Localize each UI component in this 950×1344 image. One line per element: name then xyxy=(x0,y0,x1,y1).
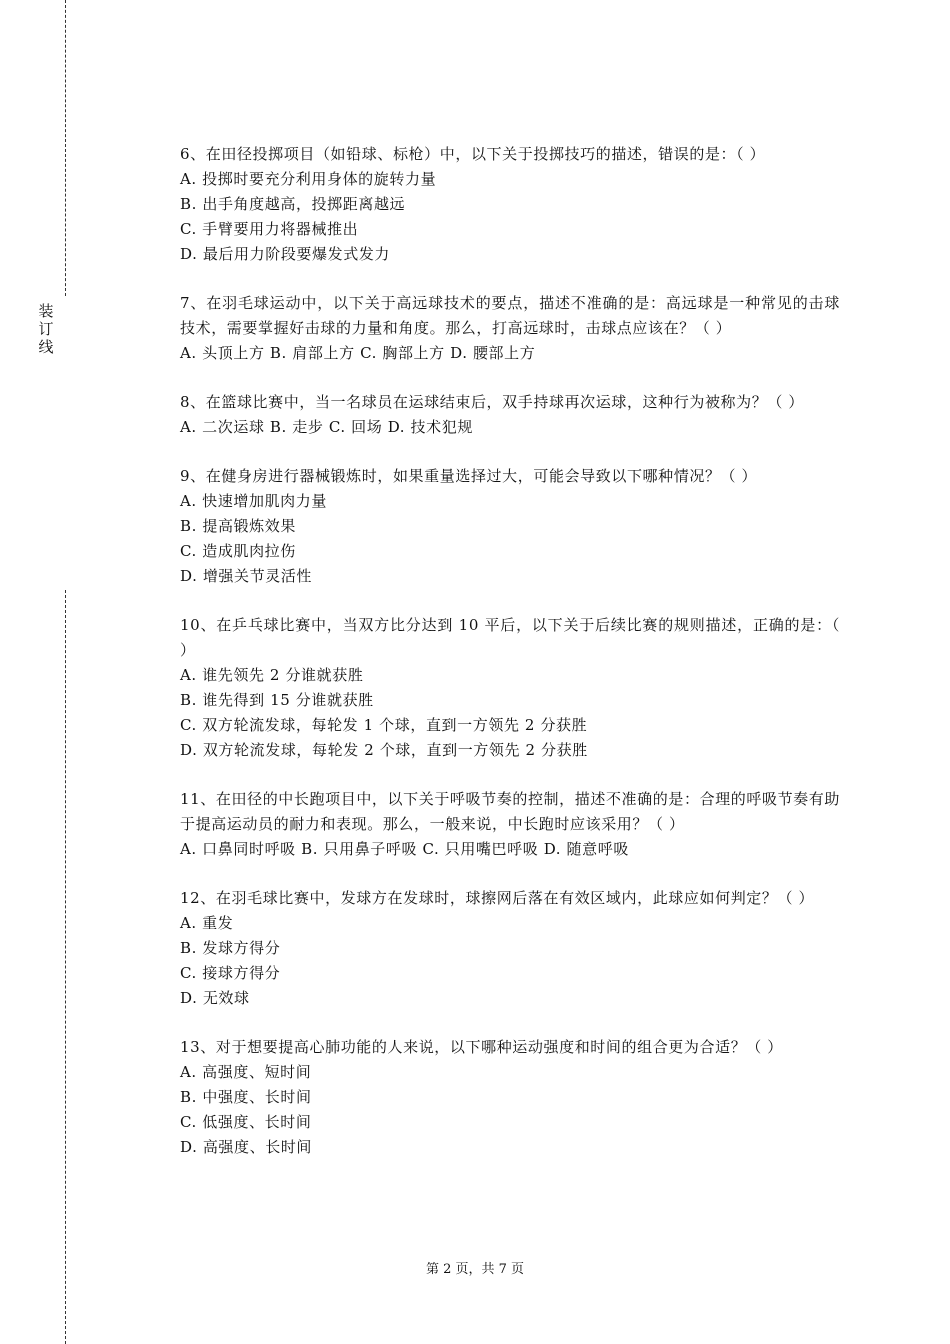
option-a: A. 重发 xyxy=(180,914,234,932)
question-list xyxy=(180,142,840,1160)
options-inline: A. 口鼻同时呼吸 B. 只用鼻子呼吸 C. 只用嘴巴呼吸 D. 随意呼吸 xyxy=(180,840,629,858)
option-d: D. 高强度、长时间 xyxy=(180,1138,313,1156)
option-c: C. 双方轮流发球，每轮发 1 个球，直到一方领先 2 分获胜 xyxy=(180,716,588,734)
question-6 xyxy=(180,142,840,267)
question-12 xyxy=(180,886,840,1011)
option-d: D. 双方轮流发球，每轮发 2 个球，直到一方领先 2 分获胜 xyxy=(180,741,588,759)
option-b: B. 谁先得到 15 分谁就获胜 xyxy=(180,691,374,709)
option-d: D. 增强关节灵活性 xyxy=(180,567,313,585)
question-13 xyxy=(180,1035,840,1160)
page-number: 第 2 页，共 7 页 xyxy=(425,1262,525,1277)
option-c: C. 造成肌肉拉伤 xyxy=(180,542,296,560)
question-stem: 13、对于想要提高心肺功能的人来说，以下哪种运动强度和时间的组合更为合适？（ ） xyxy=(180,1038,783,1056)
options-inline: A. 二次运球 B. 走步 C. 回场 D. 技术犯规 xyxy=(180,418,473,436)
question-stem: 9、在健身房进行器械锻炼时，如果重量选择过大，可能会导致以下哪种情况？（ ） xyxy=(180,467,758,485)
binding-line-bottom xyxy=(65,590,66,1344)
question-stem: 7、在羽毛球运动中，以下关于高远球技术的要点，描述不准确的是：高远球是一种常见的击球技术，需要掌握好击球的力量和角度。那么，打高远球时，击球点应该在？（ ） xyxy=(180,294,840,337)
question-stem: 11、在田径的中长跑项目中，以下关于呼吸节奏的控制，描述不准确的是：合理的呼吸节奏有助于提高运动员的耐力和表现。那么，一般来说，中长跑时应该采用？（ ） xyxy=(180,790,840,833)
option-b: B. 出手角度越高，投掷距离越远 xyxy=(180,195,406,213)
option-c: C. 手臂要用力将器械推出 xyxy=(180,220,359,238)
binding-label-char: 线 xyxy=(38,338,54,356)
question-stem: 10、在乒乓球比赛中，当双方比分达到 10 平后，以下关于后续比赛的规则描述，正确的是：（ ） xyxy=(180,616,840,659)
binding-label-char: 订 xyxy=(38,320,54,338)
binding-label xyxy=(36,302,56,356)
binding-label-char: 装 xyxy=(38,302,54,320)
option-a: A. 谁先领先 2 分谁就获胜 xyxy=(180,666,364,684)
question-11 xyxy=(180,787,840,862)
option-a: A. 投掷时要充分利用身体的旋转力量 xyxy=(180,170,437,188)
option-b: B. 发球方得分 xyxy=(180,939,281,957)
option-a: A. 高强度、短时间 xyxy=(180,1063,312,1081)
option-b: B. 提高锻炼效果 xyxy=(180,517,296,535)
option-d: D. 最后用力阶段要爆发式发力 xyxy=(180,245,391,263)
binding-line-top xyxy=(65,0,66,296)
question-stem: 8、在篮球比赛中，当一名球员在运球结束后，双手持球再次运球，这种行为被称为？（ ） xyxy=(180,393,804,411)
option-c: C. 低强度、长时间 xyxy=(180,1113,312,1131)
options-inline: A. 头顶上方 B. 肩部上方 C. 胸部上方 D. 腰部上方 xyxy=(180,344,536,362)
option-c: C. 接球方得分 xyxy=(180,964,281,982)
question-7 xyxy=(180,291,840,366)
option-b: B. 中强度、长时间 xyxy=(180,1088,312,1106)
question-stem: 12、在羽毛球比赛中，发球方在发球时，球擦网后落在有效区域内，此球应如何判定？（ ） xyxy=(180,889,815,907)
question-8 xyxy=(180,390,840,440)
question-10 xyxy=(180,613,840,763)
option-a: A. 快速增加肌肉力量 xyxy=(180,492,327,510)
question-9 xyxy=(180,464,840,589)
option-d: D. 无效球 xyxy=(180,989,250,1007)
question-stem: 6、在田径投掷项目（如铅球、标枪）中，以下关于投掷技巧的描述，错误的是：（ ） xyxy=(180,145,766,163)
